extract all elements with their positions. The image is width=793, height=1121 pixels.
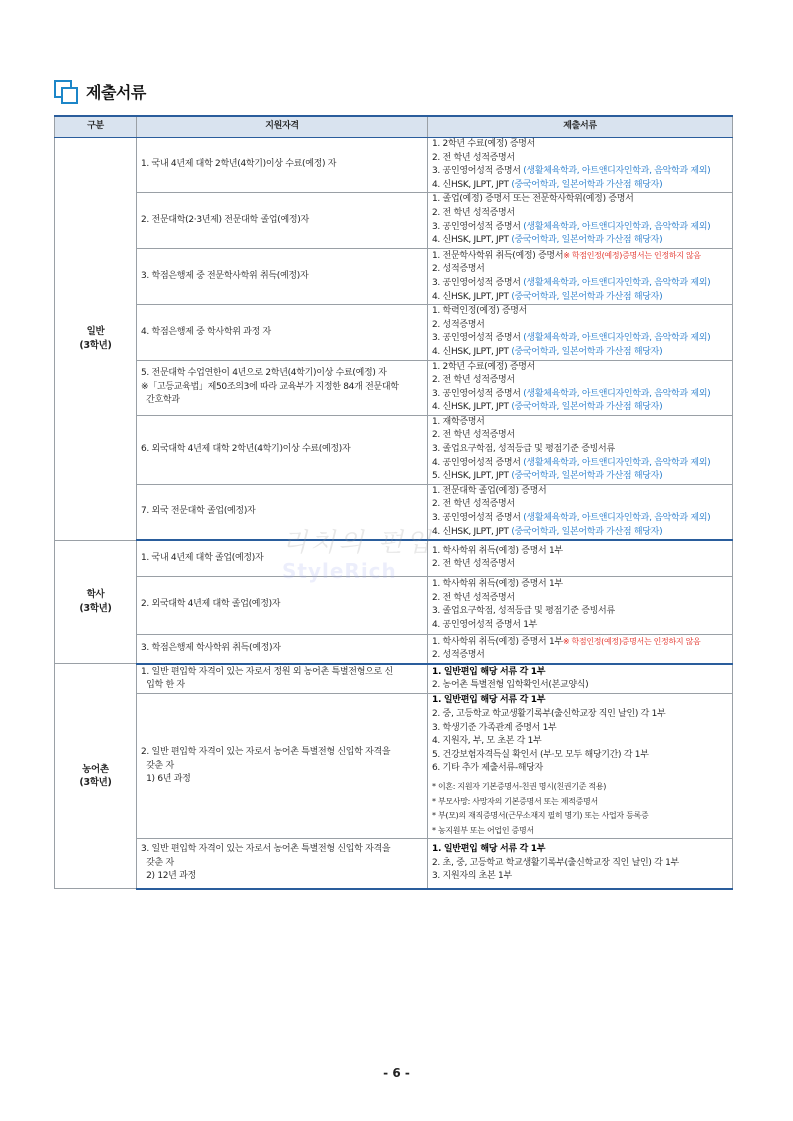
documents-cell [428,576,733,634]
document-exception: (중국어학과, 일본어학과 가산점 해당자) [511,402,663,413]
document-item [432,291,728,305]
qualification-text: 2. 일반 편입학 자격이 있는 자로서 농어촌 특별전형 신입학 자격을 [141,746,391,757]
document-text: 2. 전 학년 성적증명서 [432,207,515,218]
document-item [432,498,728,512]
document-exception: (생활체육학과, 아트앤디자인학과, 음악학과 제외) [523,166,711,177]
document-item [432,374,728,388]
documents-cell [428,484,733,540]
table-row [55,415,733,484]
qualification-cell [137,694,428,839]
document-text: 2. 성적증명서 [432,650,485,661]
document-item [432,443,728,457]
document-exception: (생활체육학과, 아트앤디자인학과, 음악학과 제외) [523,333,711,344]
document-text: 1. 일반편입 해당 서류 각 1부 [432,666,546,677]
qualification-cell [137,138,428,193]
document-text: 1. 전문대학 졸업(예정) 증명서 [432,485,547,496]
table-row [55,193,733,248]
document-item [432,388,728,402]
qualification-cell [137,360,428,415]
qualification-text: 5. 전문대학 수업연한이 4년으로 2학년(4학기)이상 수료(예정) 자 [141,368,387,379]
document-text: 5. 건강보험자격득실 확인서 (부·모 모두 해당기간) 각 1부 [432,749,649,760]
document-item [432,795,728,810]
category-label: 농어촌 [82,763,109,775]
document-text: 1. 일반편입 해당 서류 각 1부 [432,844,546,855]
document-item [432,666,728,680]
document-text: 2. 전 학년 성적증명서 [432,499,515,510]
document-text: 2. 성적증명서 [432,264,485,275]
document-item [432,558,728,572]
document-note: * 농지원부 또는 어업인 증명서 [432,825,534,835]
document-text: 3. 학생기준 가족관계 증명서 1부 [432,722,557,733]
document-text: 3. 졸업요구학점, 성적등급 및 평점기준 증빙서류 [432,444,615,455]
document-text: 3. 공인영어성적 증명서 [432,277,524,288]
document-item [432,416,728,430]
documents-cell [428,664,733,694]
document-text: 4. 공인영어성적 증명서 1부 [432,619,538,630]
document-item [432,592,728,606]
category-cell [55,540,137,664]
document-text: 4. 신HSK, JLPT, JPT [432,291,512,302]
document-item [432,735,728,749]
document-item [432,649,728,663]
qualification-text: 7. 외국 전문대학 졸업(예정)자 [141,506,256,517]
qualification-text: 6. 외국대학 4년제 대학 2학년(4학기)이상 수료(예정)자 [141,444,351,455]
qualification-cell [137,305,428,360]
document-item [432,545,728,559]
qualification-text: 1. 국내 4년제 대학 졸업(예정)자 [141,552,264,563]
qualification-text: 1. 국내 4년제 대학 2학년(4학기)이상 수료(예정) 자 [141,159,337,170]
document-text: 1. 전문학사학위 취득(예정) 증명서 [432,250,564,261]
document-text: 1. 일반편입 해당 서류 각 1부 [432,695,546,706]
document-item [432,152,728,166]
document-item [432,470,728,484]
document-warning: ※ 학점인정(예정)증명서는 인정하지 않음 [563,250,701,260]
document-text: 4. 신HSK, JLPT, JPT [432,526,512,537]
section-square-icon [54,80,76,102]
document-exception: (중국어학과, 일본어학과 가산점 해당자) [511,179,663,190]
document-item [432,457,728,471]
document-item [432,843,728,857]
document-warning: ※ 학점인정(예정)증명서는 인정하지 않음 [562,636,701,646]
document-item [432,319,728,333]
documents-cell [428,540,733,576]
document-text: 2. 전 학년 성적증명서 [432,430,515,441]
table-row [55,634,733,664]
document-text: 1. 학사학위 취득(예정) 증명서 1부 [432,545,563,556]
document-item [432,722,728,736]
qualification-text: 입학 한 자 [141,680,185,691]
document-text: 2. 전 학년 성적증명서 [432,375,515,386]
qualification-cell [137,634,428,664]
document-text: 2. 전 학년 성적증명서 [432,152,515,163]
document-item [432,824,728,839]
document-text: 3. 지원자의 초본 1부 [432,871,512,882]
document-item [432,346,728,360]
document-item [432,165,728,179]
table-row [55,360,733,415]
table-header-row [55,116,733,138]
document-note: * 이혼: 지원자 기본증명서-친권 명시(친권기준 적용) [432,781,607,791]
section-heading [54,78,146,104]
qualification-text: 4. 학점은행제 중 학사학위 과정 자 [141,326,271,337]
table-row [55,484,733,540]
watermark: 리치의 편입 StyleRich [282,528,434,583]
document-text: 4. 신HSK, JLPT, JPT [432,346,512,357]
document-exception: (중국어학과, 일본어학과 가산점 해당자) [511,526,663,537]
header-qualification: 지원자격 [137,116,428,138]
document-text: 3. 공인영어성적 증명서 [432,388,524,399]
document-item [432,694,728,708]
page-number: - 6 - [383,1066,410,1080]
documents-cell [428,305,733,360]
qualification-text: 3. 학점은행제 중 전문학사학위 취득(예정)자 [141,270,309,281]
category-label: 일반 [86,326,105,338]
document-exception: (중국어학과, 일본어학과 가산점 해당자) [511,235,663,246]
documents-cell [428,839,733,889]
qualification-text: 간호학과 [141,395,180,406]
qualification-cell [137,193,428,248]
document-item [432,249,728,264]
category-label: (3학년) [79,339,112,351]
document-exception: (중국어학과, 일본어학과 가산점 해당자) [511,471,663,482]
category-cell [55,138,137,541]
document-item [432,207,728,221]
document-item [432,809,728,824]
table-row [55,694,733,839]
document-text: 1. 학사학위 취득(예정) 증명서 1부 [432,579,563,590]
document-item [432,679,728,693]
document-text: 2. 전 학년 성적증명서 [432,592,515,603]
document-exception: (생활체육학과, 아트앤디자인학과, 음악학과 제외) [523,513,711,524]
document-text: 3. 공인영어성적 증명서 [432,513,524,524]
documents-cell [428,415,733,484]
qualification-text: ※「고등교육법」제50조의3에 따라 교육부가 지정한 84개 전문대학 [141,381,399,392]
document-item [432,635,728,650]
document-item [432,512,728,526]
document-item [432,277,728,291]
qualification-text: 갖춘 자 [141,760,174,771]
document-text: 6. 기타 추가 제출서류-해당자 [432,763,543,774]
table-row [55,248,733,304]
documents-cell [428,360,733,415]
document-item [432,401,728,415]
document-text: 2. 중, 고등학교 학교생활기록부(출신학교장 직인 날인) 각 1부 [432,709,666,719]
document-text: 1. 학사학위 취득(예정) 증명서 1부 [432,636,563,647]
document-exception: (중국어학과, 일본어학과 가산점 해당자) [511,346,663,357]
document-text: 3. 공인영어성적 증명서 [432,221,524,232]
documents-cell [428,634,733,664]
document-text: 4. 공인영어성적 증명서 [432,457,524,468]
qualification-cell [137,415,428,484]
qualification-text: 1) 6년 과정 [141,774,191,785]
document-text: 1. 2학년 수료(예정) 증명서 [432,361,536,372]
qualification-cell [137,839,428,889]
document-item [432,485,728,499]
qualification-cell [137,248,428,304]
document-item [432,263,728,277]
document-item [432,332,728,346]
document-note: * 부(모)의 재직증명서(근무소재지 필히 명기) 또는 사업자 등록증 [432,811,649,821]
document-text: 3. 졸업요구학점, 성적등급 및 평점기준 증빙서류 [432,606,615,617]
header-category: 구분 [55,116,137,138]
qualification-text: 갖춘 자 [141,857,174,868]
qualification-text: 2) 12년 과정 [141,871,196,882]
document-exception: (생활체육학과, 아트앤디자인학과, 음악학과 제외) [523,457,711,468]
document-text: 2. 초, 중, 고등학교 학교생활기록부(출신학교장 직인 날인) 각 1부 [432,857,679,868]
category-label: 학사 [86,589,105,601]
documents-cell [428,694,733,839]
table-row [55,664,733,694]
category-label: (3학년) [79,603,112,615]
table-row [55,839,733,889]
document-item [432,429,728,443]
document-text: 2. 농어촌 특별전형 입학확인서(본교양식) [432,680,589,691]
qualification-cell [137,484,428,540]
qualification-text: 1. 일반 편입학 자격이 있는 자로서 정원 외 농어촌 특별전형으로 신 [141,666,393,677]
document-text: 4. 지원자, 부, 모 초본 각 1부 [432,736,542,747]
document-item [432,578,728,592]
document-item [432,619,728,633]
document-text: 1. 학력인정(예정) 증명서 [432,306,528,317]
header-documents: 제출서류 [428,116,733,138]
document-text: 1. 재학증명서 [432,416,485,427]
document-item [432,857,728,871]
qualification-text: 2. 전문대학(2·3년제) 전문대학 졸업(예정)자 [141,214,309,225]
document-item [432,780,728,795]
document-exception: (생활체육학과, 아트앤디자인학과, 음악학과 제외) [523,277,711,288]
document-text: 1. 졸업(예정) 증명서 또는 전문학사학위(예정) 증명서 [432,194,634,205]
document-text: 4. 신HSK, JLPT, JPT [432,402,512,413]
document-text: 2. 전 학년 성적증명서 [432,559,515,570]
table-row [55,138,733,193]
document-text: 3. 공인영어성적 증명서 [432,166,524,177]
section-title: 제출서류 [86,82,146,102]
documents-table [54,115,733,890]
qualification-text: 3. 학점은행제 학사학위 취득(예정)자 [141,643,281,654]
table-row [55,540,733,576]
document-text: 4. 신HSK, JLPT, JPT [432,235,512,246]
document-item [432,138,728,152]
document-item [432,605,728,619]
qualification-cell [137,664,428,694]
table-row [55,305,733,360]
category-label: (3학년) [79,777,112,789]
document-item [432,361,728,375]
table-row [55,576,733,634]
documents-cell [428,138,733,193]
document-exception: (중국어학과, 일본어학과 가산점 해당자) [511,291,663,302]
category-cell [55,664,137,889]
document-text: 3. 공인영어성적 증명서 [432,333,524,344]
qualification-text: 2. 외국대학 4년제 대학 졸업(예정)자 [141,599,281,610]
qualification-text: 3. 일반 편입학 자격이 있는 자로서 농어촌 특별전형 신입학 자격을 [141,844,391,855]
document-item [432,870,728,884]
document-item [432,749,728,763]
document-exception: (생활체육학과, 아트앤디자인학과, 음악학과 제외) [523,388,711,399]
document-exception: (생활체육학과, 아트앤디자인학과, 음악학과 제외) [523,221,711,232]
document-item [432,234,728,248]
document-item [432,179,728,193]
qualification-cell [137,540,428,576]
documents-cell [428,193,733,248]
document-item [432,708,728,722]
document-item [432,193,728,207]
document-text: 4. 신HSK, JLPT, JPT [432,179,512,190]
document-text: 5. 신HSK, JLPT, JPT [432,471,512,482]
document-item [432,305,728,319]
documents-cell [428,248,733,304]
document-item [432,762,728,776]
document-note: * 부모사망: 사망자의 기본증명서 또는 제적증명서 [432,796,598,806]
qualification-cell [137,576,428,634]
document-text: 1. 2학년 수료(예정) 증명서 [432,139,536,149]
document-text: 2. 성적증명서 [432,319,485,330]
document-item [432,526,728,540]
document-item [432,221,728,235]
